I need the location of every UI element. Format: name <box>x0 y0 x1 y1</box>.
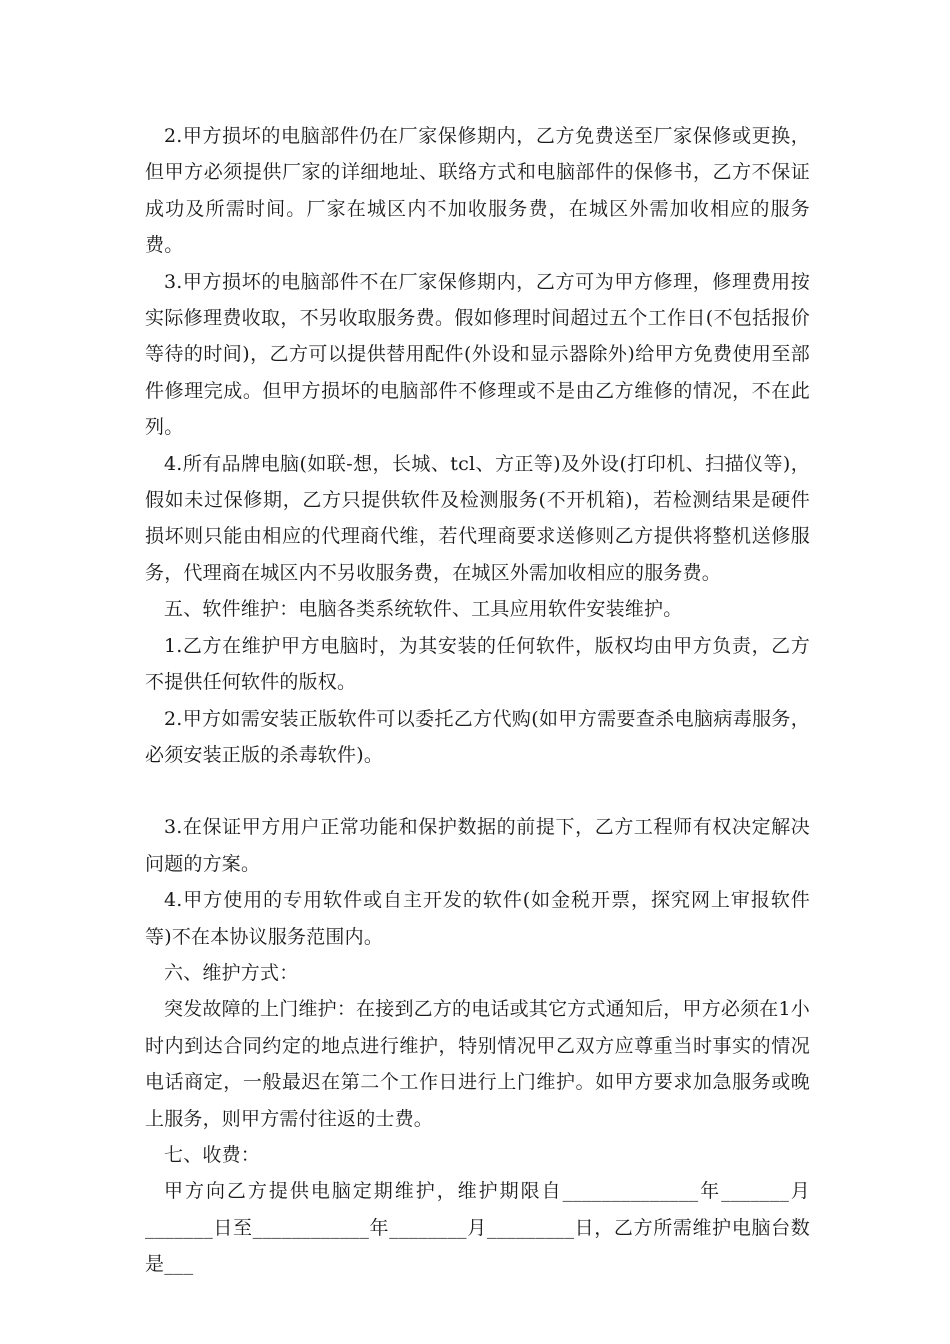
paragraph-genuine-software: 2.甲方如需安装正版软件可以委托乙方代购(如甲方需要查杀电脑病毒服务，必须安装正版的杀毒软件)。 <box>145 707 810 766</box>
document-body <box>145 118 810 1283</box>
paragraph-onsite-maintenance: 突发故障的上门维护：在接到乙方的电话或其它方式通知后，甲方必须在1小时内到达合同约定的地点进行维护，特别情况甲乙双方应尊重当时事实的情况电话商定，一般最迟在第二个工作日进行上门维护。如甲方要求加急服务或晚上服务，则甲方需付往返的士费。 <box>145 998 810 1130</box>
blank-line <box>145 773 810 809</box>
paragraph-software-copyright: 1.乙方在维护甲方电脑时，为其安装的任何软件，版权均由甲方负责，乙方不提供任何软件的版权。 <box>145 634 810 694</box>
section-heading-software-maintenance: 五、软件维护：电脑各类系统软件、工具应用软件安装维护。 <box>164 598 683 621</box>
paragraph-engineer-decision: 3.在保证甲方用户正常功能和保护数据的前提下，乙方工程师有权决定解决问题的方案。 <box>145 816 810 875</box>
paragraph-warranty-out-of-period: 3.甲方损坏的电脑部件不在厂家保修期内，乙方可为甲方修理，修理费用按实际修理费收取，不另收取服务费。假如修理时间超过五个工作日(不包括报价等待的时间)，乙方可以提供替用配件(外设和显示器除外)给甲方免费使用至部件修理完成。但甲方损坏的电脑部件不修理或不是由乙方维修的情况，不在此列。 <box>145 270 810 439</box>
paragraph-special-software: 4.甲方使用的专用软件或自主开发的软件(如金税开票，探究网上审报软件等)不在本协议服务范围内。 <box>145 889 810 948</box>
section-heading-fees: 七、收费： <box>164 1143 261 1166</box>
paragraph-brand-computers: 4.所有品牌电脑(如联-想，长城、tcl、方正等)及外设(打印机、扫描仪等)，假如未过保修期，乙方只提供软件及检测服务(不开机箱)，若检测结果是硬件损坏则只能由相应的代理商代维，若代理商要求送修则乙方提供将整机送修服务，代理商在城区内不另收服务费，在城区外需加收相应的服务费。 <box>145 452 810 584</box>
section-heading-maintenance-method: 六、维护方式： <box>164 961 299 984</box>
paragraph-maintenance-period: 甲方向乙方提供电脑定期维护，维护期限自______________年_______月_______日至____________年________月_________日，乙方所需维护电脑台数是___ <box>145 1180 810 1276</box>
paragraph-warranty-in-period: 2.甲方损坏的电脑部件仍在厂家保修期内，乙方免费送至厂家保修或更换，但甲方必须提供厂家的详细地址、联络方式和电脑部件的保修书，乙方不保证成功及所需时间。厂家在城区内不加收服务费，在城区外需加收相应的服务费。 <box>145 125 810 257</box>
